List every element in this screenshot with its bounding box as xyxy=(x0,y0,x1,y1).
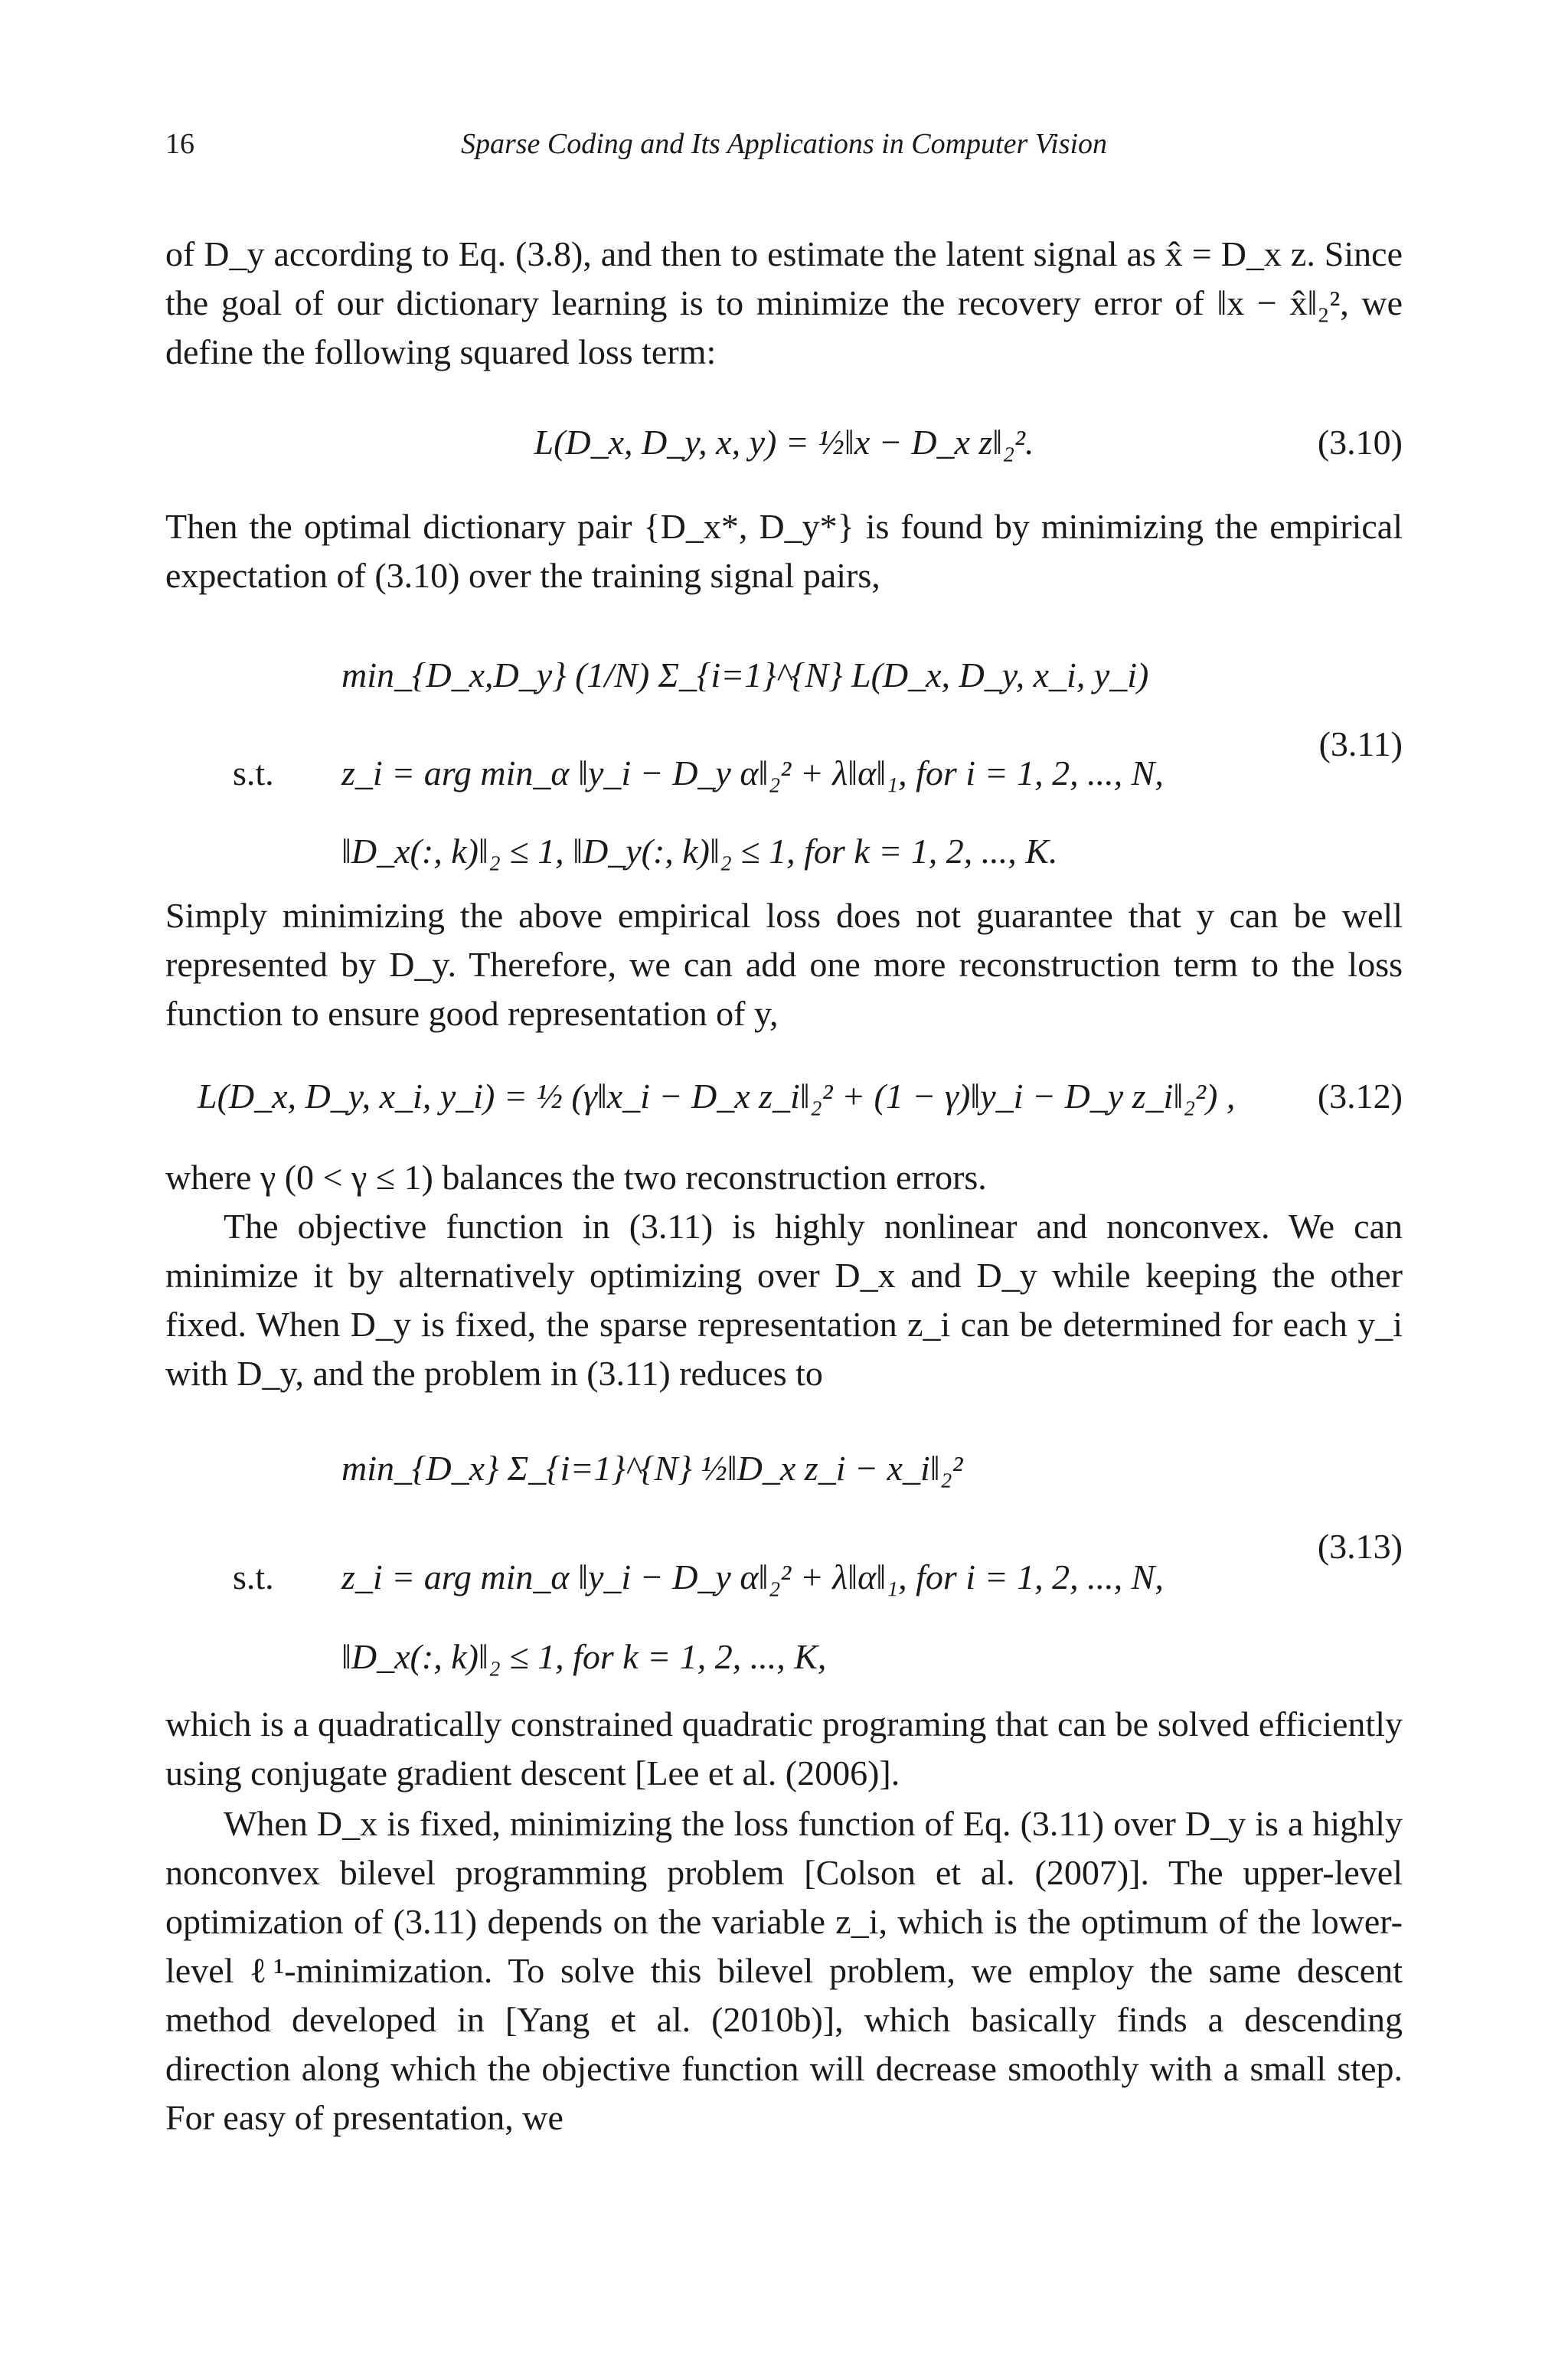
equation-3-11-constraint-2: ‖D_x(:, k)‖₂ ≤ 1, ‖D_y(:, k)‖₂ ≤ 1, for k = 1, 2, ..., K. xyxy=(341,832,1058,871)
equation-3-10-body: L(D_x, D_y, x, y) = ½‖x − D_x z‖₂². xyxy=(534,423,1034,462)
equation-3-13-constraint-2: ‖D_x(:, k)‖₂ ≤ 1, for k = 1, 2, ..., K, xyxy=(341,1637,827,1676)
paragraph-6: which is a quadratically constrained quadratic programing that can be solved efficiently using conjugate gradient descent [Lee et al. (2006)]. xyxy=(165,1704,1403,1792)
paragraph-2: Then the optimal dictionary pair {D_x*, D_y*} is found by minimizing the empirical expectation of (3.10) over the training signal pairs, xyxy=(165,507,1403,595)
equation-3-13-objective: min_{D_x} Σ_{i=1}^{N} ½‖D_x z_i − x_i‖₂² xyxy=(341,1449,963,1488)
equation-3-10-number: (3.10) xyxy=(1317,423,1403,462)
equation-3-10 xyxy=(165,418,1403,467)
page-header xyxy=(165,127,1403,165)
equation-3-11 xyxy=(165,636,1403,888)
page-number: 16 xyxy=(165,128,194,160)
equation-3-13-number: (3.13) xyxy=(1317,1527,1403,1566)
paragraph-4: where γ (0 < γ ≤ 1) balances the two reconstruction errors. xyxy=(165,1158,987,1197)
equation-3-11-number: (3.11) xyxy=(1318,724,1403,763)
running-title: Sparse Coding and Its Applications in Computer Vision xyxy=(460,128,1108,160)
equation-3-12-number: (3.12) xyxy=(1317,1077,1403,1116)
equation-3-13-constraint-1: z_i = arg min_α ‖y_i − D_y α‖₂² + λ‖α‖₁, for i = 1, 2, ..., N, xyxy=(341,1557,1164,1596)
equation-3-11-st: s.t. xyxy=(233,753,274,792)
equation-3-11-constraint-1: z_i = arg min_α ‖y_i − D_y α‖₂² + λ‖α‖₁, for i = 1, 2, ..., N, xyxy=(341,753,1164,792)
equation-3-11-objective: min_{D_x,D_y} (1/N) Σ_{i=1}^{N} L(D_x, D_y, x_i, y_i) xyxy=(341,655,1149,694)
equation-3-13-st: s.t. xyxy=(233,1557,274,1596)
paragraph-5: The objective function in (3.11) is highly nonlinear and nonconvex. We can minimize it by alternatively optimizing over D_x and D_y while keeping the other fixed. When D_y is fixed, the sparse representation z_i can be determined for each y_i with D_y, and the problem in (3.11) reduces to xyxy=(165,1207,1403,1393)
paragraph-3: Simply minimizing the above empirical loss does not guarantee that y can be well represented by D_y. Therefore, we can add one more reconstruction term to the loss function to ensure good representation of y, xyxy=(165,896,1403,1033)
paragraph-1: of D_y according to Eq. (3.8), and then to estimate the latent signal as x̂ = D_x z. Since the goal of our dictionary learning is to minimize the recovery error of ‖x − x̂‖₂², we define the following squared loss term: xyxy=(165,234,1403,371)
paragraph-7: When D_x is fixed, minimizing the loss function of Eq. (3.11) over D_y is a highly nonconvex bilevel programming problem [Colson et al. (2007)]. The upper-level optimization of (3.11) depends on the variable z_i, which is the optimum of the lower-level ℓ¹-minimization. To solve this bilevel problem, we employ the same descent method developed in [Yang et al. (2010b)], which basically finds a descending direction along which the objective function will decrease smoothly with a small step. For easy of presentation, we xyxy=(165,1804,1403,2137)
equation-3-12-body: L(D_x, D_y, x_i, y_i) = ½ (γ‖x_i − D_x z_i‖₂² + (1 − γ)‖y_i − D_y z_i‖₂²) , xyxy=(198,1077,1236,1116)
equation-3-13 xyxy=(165,1421,1403,1681)
